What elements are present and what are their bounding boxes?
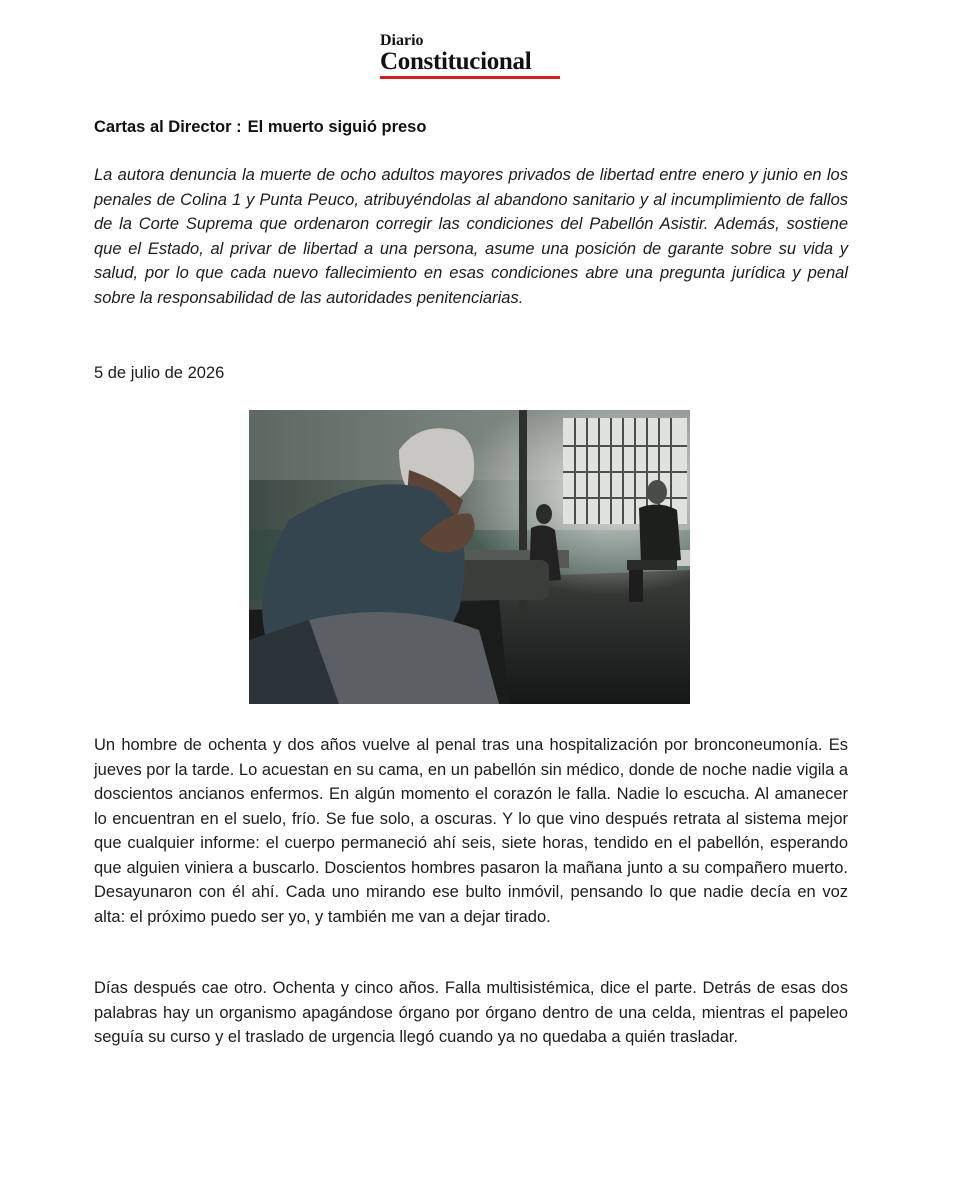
masthead-logo — [380, 33, 562, 79]
article-summary: La autora denuncia la muerte de ocho adultos mayores privados de libertad entre enero y junio en los penales de Colina 1 y Punta Peuco, atribuyéndolas al abandono sanitario y al incumplimiento de fallos de la Corte Suprema que ordenaron corregir las condiciones del Pabellón Asistir. Además, sostiene que el Estado, al privar de libertad a una persona, asume una posición de garante sobre su vida y salud, por lo que cada nuevo fallecimiento en esas condiciones abre una pregunta jurídica y penal sobre la responsabilidad de las autoridades penitenciarias. — [94, 166, 848, 307]
body-paragraph-1: Un hombre de ochenta y dos años vuelve al penal tras una hospitalización por bronconeumonía. Es jueves por la tarde. Lo acuestan en su cama, en un pabellón sin médico, donde de noche nadie vigila a doscientos ancianos enfermos. En algún momento el corazón le falla. Nadie lo escucha. Al amanecer lo encuentran en el suelo, frío. Se fue solo, a oscuras. Y lo que vino después retrata al sistema mejor que cualquier informe: el cuerpo permaneció ahí seis, siete horas, tendido en el pabellón, esperando que alguien viniera a buscarlo. Doscientos hombres pasaron la mañana junto a su compañero muerto. Desayunaron con él ahí. Cada uno mirando ese bulto inmóvil, pensando lo que nadie decía en voz alta: el próximo puedo ser yo, y también me van a dejar tirado. — [94, 736, 849, 926]
masthead-red-rule — [380, 76, 560, 79]
masthead-small: Diario — [380, 32, 424, 49]
article-headline — [94, 118, 426, 137]
article-photo — [249, 410, 690, 704]
masthead-big: Constitucional — [380, 48, 532, 75]
headline-section: Cartas al Director : — [94, 118, 242, 136]
body-paragraph-2: Días después cae otro. Ochenta y cinco años. Falla multisistémica, dice el parte. Detrás de esas dos palabras hay un organismo apagándose órgano por órgano dentro de una celda, mientras el papeleo seguía su curso y el traslado de urgencia llegó cuando ya no quedaba a quién trasladar. — [94, 979, 848, 1046]
article-date: 5 de julio de 2026 — [94, 364, 225, 382]
headline-title: El muerto siguió preso — [247, 118, 427, 136]
